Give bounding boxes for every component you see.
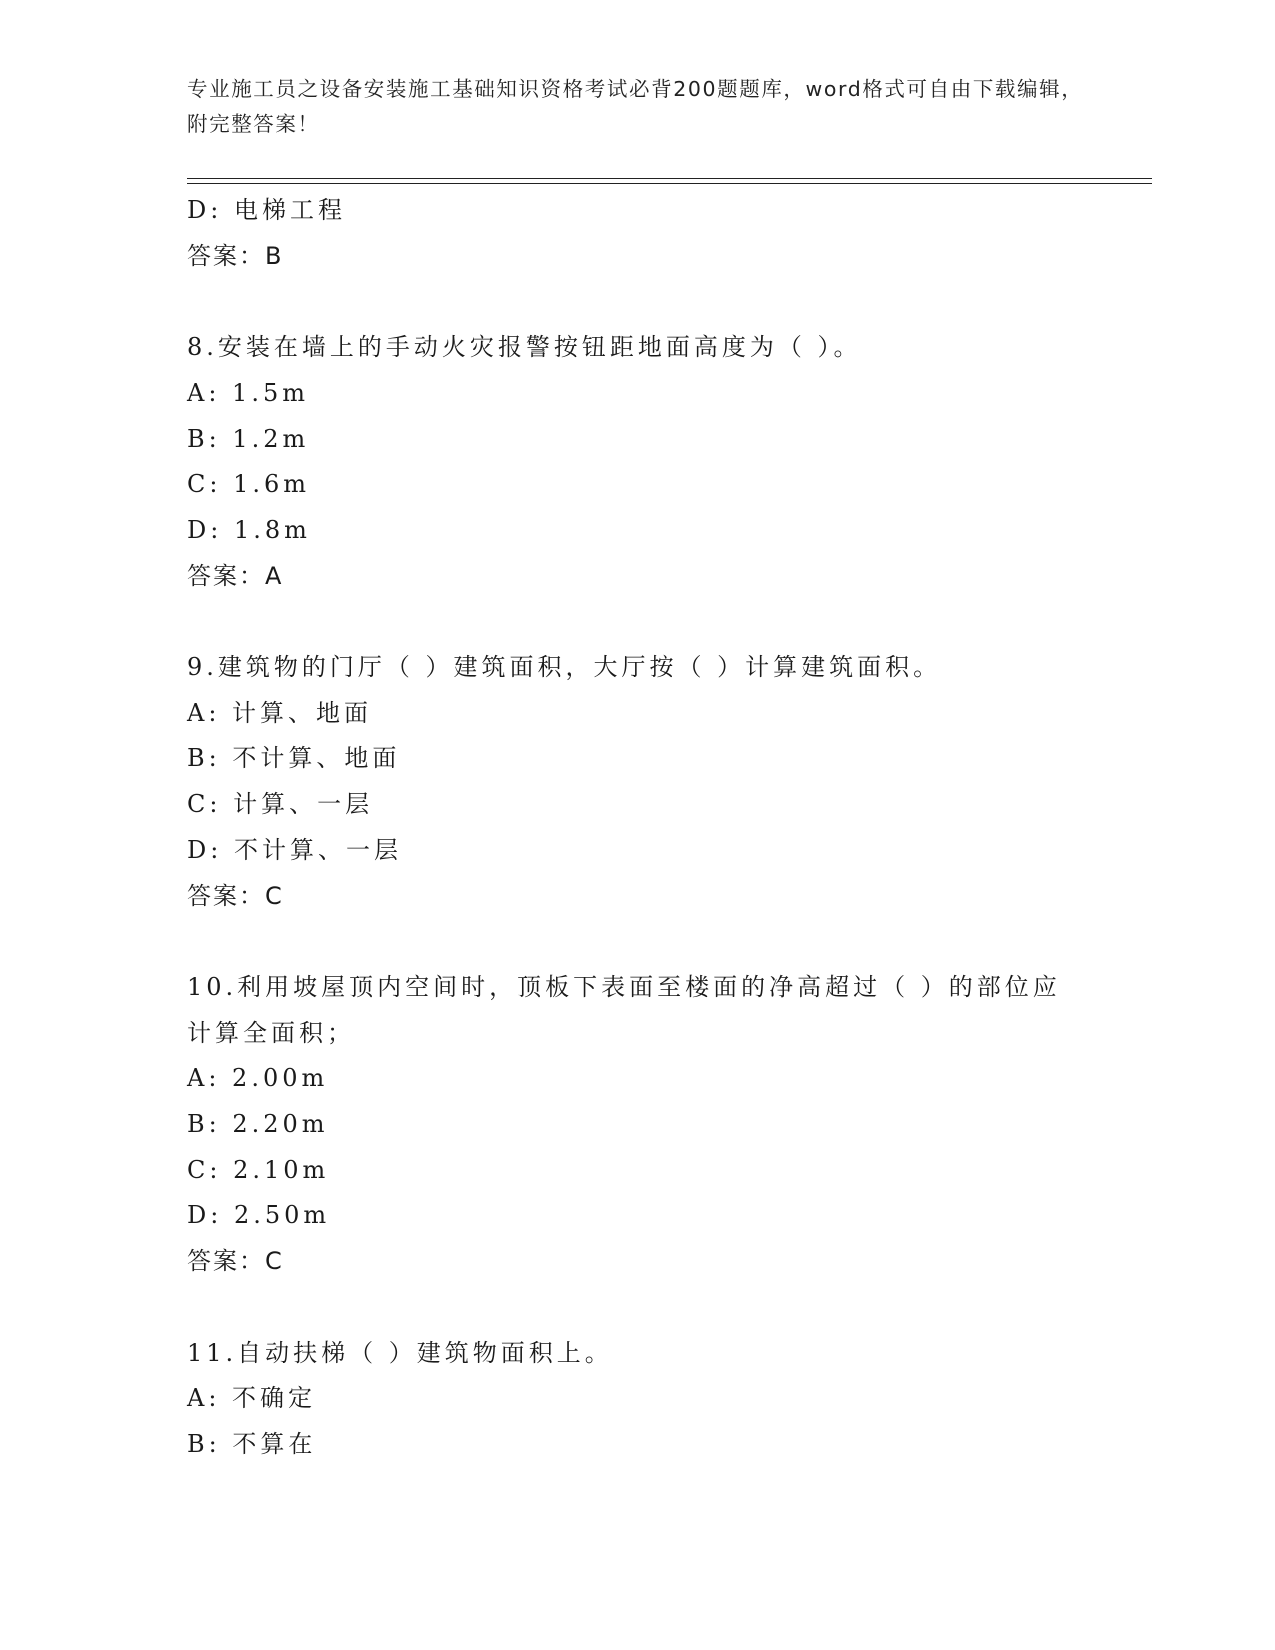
- block-gap: [187, 919, 1087, 965]
- option-a: A: 不确定: [187, 1384, 317, 1413]
- option-b: B: 1.2m: [187, 424, 310, 453]
- header-rule-top: [187, 178, 1152, 179]
- option-c: C: 2.10m: [187, 1155, 330, 1184]
- answer-line: 答案：B: [187, 241, 284, 270]
- option-d: D: 电梯工程: [187, 196, 346, 224]
- question-10: 10.利用坡屋顶内空间时，顶板下表面至楼面的净高超过（ ）的部位应计算全面积；: [187, 972, 1061, 1047]
- document-header: 专业施工员之设备安装施工基础知识资格考试必背200题题库，word格式可自由下载编辑，附完整答案！: [187, 77, 1084, 136]
- option-c: C: 1.6m: [187, 470, 311, 499]
- option-b: B: 不计算、地面: [187, 744, 401, 773]
- question-8: 8.安装在墙上的手动火灾报警按钮距地面高度为（ ）。: [187, 333, 862, 362]
- block-gap: [187, 599, 1087, 645]
- question-9: 9.建筑物的门厅（ ）建筑面积，大厅按（ ）计算建筑面积。: [187, 653, 942, 681]
- option-d: D: 不计算、一层: [187, 835, 402, 864]
- question-11: 11.自动扶梯（ ）建筑物面积上。: [187, 1338, 613, 1367]
- option-b: B: 不算在: [187, 1429, 317, 1458]
- option-d: D: 2.50m: [187, 1201, 331, 1230]
- answer-line: 答案：C: [187, 1247, 284, 1276]
- question-list: [187, 188, 1087, 1468]
- option-a: A: 1.5m: [187, 378, 309, 407]
- block-gap: [187, 279, 1087, 325]
- option-c: C: 计算、一层: [187, 790, 374, 819]
- block-gap: [187, 1285, 1087, 1331]
- answer-line: 答案：C: [187, 881, 284, 910]
- option-a: A: 计算、地面: [187, 698, 373, 727]
- header-rule-bottom: [187, 183, 1152, 184]
- option-d: D: 1.8m: [187, 515, 311, 544]
- option-b: B: 2.20m: [187, 1110, 329, 1139]
- answer-line: 答案：A: [187, 561, 284, 590]
- option-a: A: 2.00m: [187, 1064, 329, 1093]
